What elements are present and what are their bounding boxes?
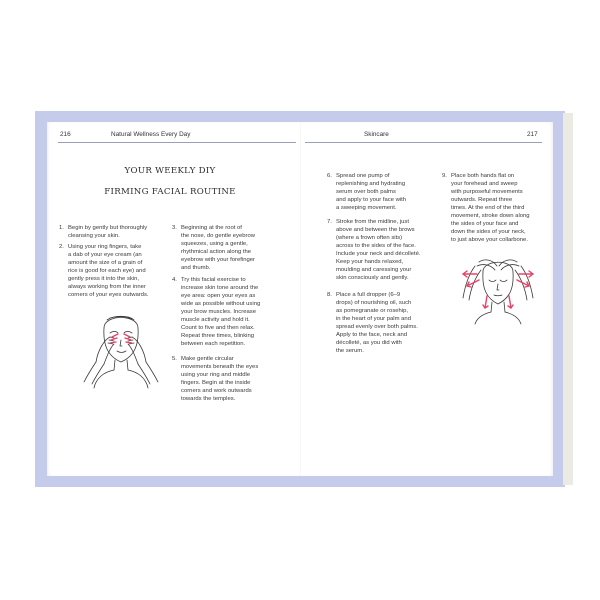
- step-line: in the heart of your palm and: [336, 316, 411, 322]
- step-number: 3.: [172, 225, 177, 231]
- step-line: Apply to the face, neck and: [336, 332, 408, 338]
- step-line: Make gentle circular: [181, 356, 234, 362]
- header-rule-right: [305, 142, 542, 143]
- step-line: and thumb.: [181, 265, 211, 271]
- step-line: your forehead and sweep: [451, 181, 518, 187]
- step-number: 8.: [327, 292, 332, 298]
- step-line: rice is good for each eye) and: [68, 268, 146, 274]
- step-line: outwards. Repeat three: [451, 197, 513, 203]
- step-line: serum over both palms: [336, 189, 396, 195]
- step-line: a sweeping movement.: [336, 205, 397, 211]
- step-line: the serum.: [336, 348, 364, 354]
- step-line: (where a frown often sits): [336, 235, 403, 241]
- step-line: across to the sides of the face.: [336, 243, 416, 249]
- step-number: 4.: [172, 277, 177, 283]
- page-number-left: 216: [60, 131, 71, 138]
- step-line: Keep your hands relaxed,: [336, 259, 404, 265]
- step-line: and apply to your face with: [336, 197, 407, 203]
- step-number: 5.: [172, 356, 177, 362]
- step-line: Beginning at the root of: [181, 225, 242, 231]
- step-line: the sides of your face and: [451, 221, 519, 227]
- step-line: eyebrow with your forefinger: [181, 257, 255, 263]
- step-line: as pomegranate or rosehip,: [336, 308, 409, 314]
- step-line: movement, stroke down along: [451, 213, 530, 219]
- step-line: your brow muscles. Increase: [181, 309, 256, 315]
- step-line: towards the temples.: [181, 396, 236, 402]
- step-line: movements beneath the eyes: [181, 364, 259, 370]
- step-line: drops) of nourishing oil, such: [336, 300, 412, 306]
- step-line: down the sides of your neck,: [451, 229, 526, 235]
- page-title-line2: FIRMING FACIAL ROUTINE: [104, 187, 236, 197]
- step-line: Count to five and then relax.: [181, 325, 255, 331]
- step-line: squeezes, using a gentle,: [181, 241, 248, 247]
- step-line: the nose, do gentle eyebrow: [181, 233, 256, 239]
- step-line: Begin by gently but thoroughly: [68, 225, 148, 231]
- step-line: moulding and caressing your: [336, 267, 412, 273]
- step-number: 2.: [59, 244, 64, 250]
- step-line: fingers. Begin at the inside: [181, 380, 251, 386]
- face-hands-sweeping-forehead-illustration: [455, 250, 541, 326]
- step-line: with purposeful movements: [451, 189, 523, 195]
- step-line: always working from the inner: [68, 284, 146, 290]
- step-line: corners and work outwards: [181, 388, 252, 394]
- step-line: using your ring and middle: [181, 372, 251, 378]
- step-line: Place both hands flat on: [451, 173, 515, 179]
- step-line: a dab of your eye cream (an: [68, 252, 142, 258]
- header-rule-left: [58, 142, 296, 143]
- step-line: Try this facial exercise to: [181, 277, 246, 283]
- page-title-line1: YOUR WEEKLY DIY: [124, 166, 216, 176]
- step-line: muscle activity and hold it.: [181, 317, 250, 323]
- step-line: wide as possible without using: [181, 301, 261, 307]
- step-line: replenishing and hydrating: [336, 181, 406, 187]
- step-line: corners of your eyes outwards.: [68, 292, 149, 298]
- step-line: Using your ring fingers, take: [68, 244, 142, 250]
- step-line: cleansing your skin.: [68, 233, 120, 239]
- step-line: Include your neck and décolleté.: [336, 251, 421, 257]
- step-number: 9.: [442, 173, 447, 179]
- book-edge-shadow: [563, 113, 573, 485]
- step-line: between each repetition.: [181, 341, 246, 347]
- step-line: above and between the brows: [336, 227, 415, 233]
- step-number: 6.: [327, 173, 332, 179]
- step-line: Spread one pump of: [336, 173, 390, 179]
- step-line: Stroke from the midline, just: [336, 219, 410, 225]
- step-number: 7.: [327, 219, 332, 225]
- page-number-right: 217: [527, 131, 538, 138]
- step-number: 1.: [59, 225, 64, 231]
- step-line: to just above your collarbone.: [451, 237, 528, 243]
- step-line: gently press it into the skin,: [68, 276, 140, 282]
- running-head-right: Skincare: [364, 131, 389, 138]
- step-line: increase skin tone around the: [181, 285, 259, 291]
- step-line: times. At the end of the third: [451, 205, 525, 211]
- book-gutter: [300, 122, 301, 476]
- step-line: amount the size of a grain of: [68, 260, 143, 266]
- step-line: eye area: open your eyes as: [181, 293, 256, 299]
- step-line: Place a full dropper (6–9: [336, 292, 401, 298]
- running-head-left: Natural Wellness Every Day: [111, 131, 191, 138]
- step-line: spread evenly over both palms.: [336, 324, 418, 330]
- face-pressing-eyes-illustration: [74, 308, 168, 390]
- step-line: skin consciously and gently.: [336, 275, 409, 281]
- step-line: décolleté, as you did with: [336, 340, 402, 346]
- step-line: Repeat three times, blinking: [181, 333, 255, 339]
- step-line: rhythmical action along the: [181, 249, 252, 255]
